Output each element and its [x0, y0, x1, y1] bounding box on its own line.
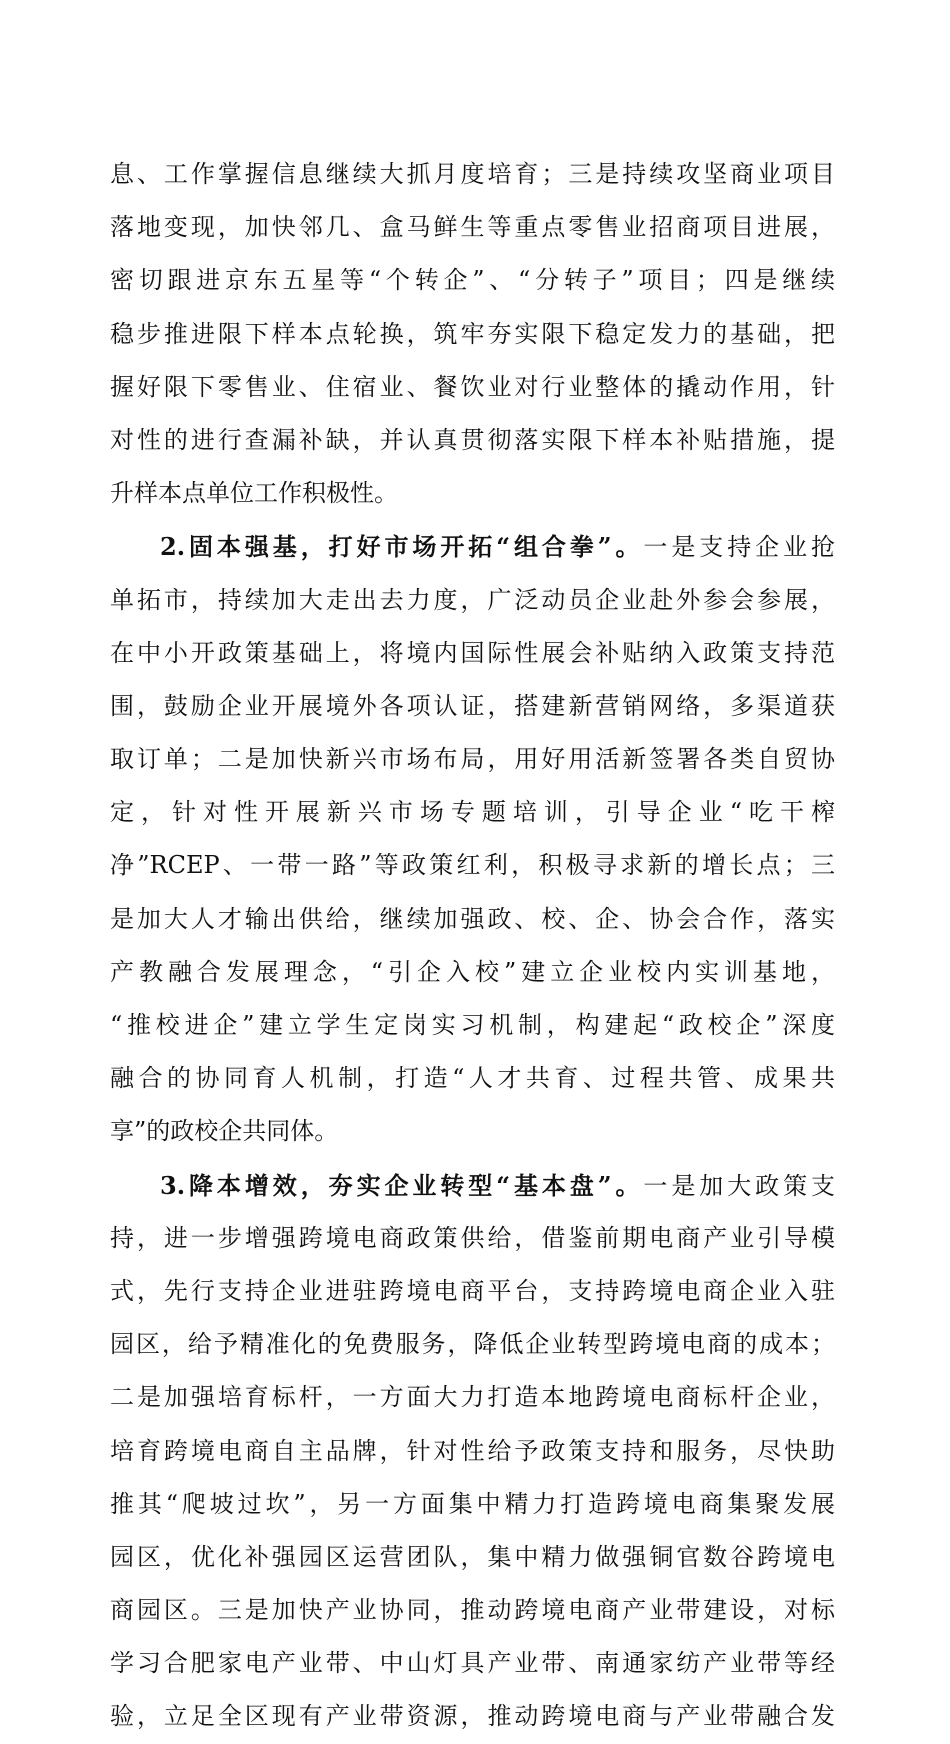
text-line: 享”的政校企共同体。	[110, 1117, 339, 1146]
text-line: 园区，给予精准化的免费服务，降低企业转型跨境电商的成本；	[110, 1330, 835, 1359]
section-3-heading-line	[110, 1159, 835, 1212]
text-line: 园区，优化补强园区运营团队，集中精力做强铜官数谷跨境电	[110, 1542, 835, 1571]
text-line: 学习合肥家电产业带、中山灯具产业带、南通家纺产业带等经	[110, 1649, 835, 1678]
section-2-lead-text: 一是支持企业抢	[643, 533, 835, 562]
document-body	[110, 148, 835, 1744]
text-line: 升样本点单位工作积极性。	[110, 479, 398, 508]
text-line: 取订单；二是加快新兴市场布局，用好用活新签署各类自贸协	[110, 745, 835, 774]
text-line: 定，针对性开展新兴市场专题培训，引导企业“吃干榨	[110, 798, 835, 827]
section-2-heading: 2.固本强基，打好市场开拓“组合拳”。	[160, 532, 644, 562]
text-line: 推其“爬坡过坎”，另一方面集中精力打造跨境电商集聚发展	[110, 1489, 835, 1518]
text-line: 单拓市，持续加大走出去力度，广泛动员企业赴外参会参展，	[110, 585, 835, 614]
text-line: 验，立足全区现有产业带资源，推动跨境电商与产业带融合发	[110, 1702, 835, 1731]
text-line: 融合的协同育人机制，打造“人才共育、过程共管、成果共	[110, 1064, 835, 1093]
text-line: 持，进一步增强跨境电商政策供给，借鉴前期电商产业引导模	[110, 1223, 835, 1252]
text-line: 密切跟进京东五星等“个转企”、“分转子”项目；四是继续	[110, 266, 835, 295]
section-2-heading-line	[110, 520, 835, 573]
text-line: 商园区。三是加快产业协同，推动跨境电商产业带建设，对标	[110, 1596, 835, 1625]
text-line: 是加大人才输出供给，继续加强政、校、企、协会合作，落实	[110, 904, 835, 933]
text-line: 围，鼓励企业开展境外各项认证，搭建新营销网络，多渠道获	[110, 691, 835, 720]
section-3-lead-text: 一是加大政策支	[643, 1171, 835, 1200]
text-line: 培育跨境电商自主品牌，针对性给予政策支持和服务，尽快助	[110, 1436, 835, 1465]
section-3-heading: 3.降本增效，夯实企业转型“基本盘”。	[160, 1170, 644, 1200]
text-line: 稳步推进限下样本点轮换，筑牢夯实限下稳定发力的基础，把	[110, 319, 835, 348]
text-line: 息、工作掌握信息继续大抓月度培育；三是持续攻坚商业项目	[110, 160, 835, 188]
text-line: “推校进企”建立学生定岗实习机制，构建起“政校企”深度	[110, 1011, 835, 1039]
text-line: 在中小开政策基础上，将境内国际性展会补贴纳入政策支持范	[110, 638, 835, 667]
text-line: 净”RCEP、一带一路”等政策红利，积极寻求新的增长点；三	[110, 851, 835, 880]
text-line: 落地变现，加快邻几、盒马鲜生等重点零售业招商项目进展，	[110, 213, 835, 242]
text-line: 对性的进行查漏补缺，并认真贯彻落实限下样本补贴措施，提	[110, 425, 835, 454]
text-line: 式，先行支持企业进驻跨境电商平台，支持跨境电商企业入驻	[110, 1276, 835, 1305]
text-line: 二是加强培育标杆，一方面大力打造本地跨境电商标杆企业，	[110, 1383, 835, 1412]
text-line: 产教融合发展理念，“引企入校”建立企业校内实训基地，	[110, 957, 835, 986]
text-line: 握好限下零售业、住宿业、餐饮业对行业整体的撬动作用，针	[110, 372, 835, 401]
